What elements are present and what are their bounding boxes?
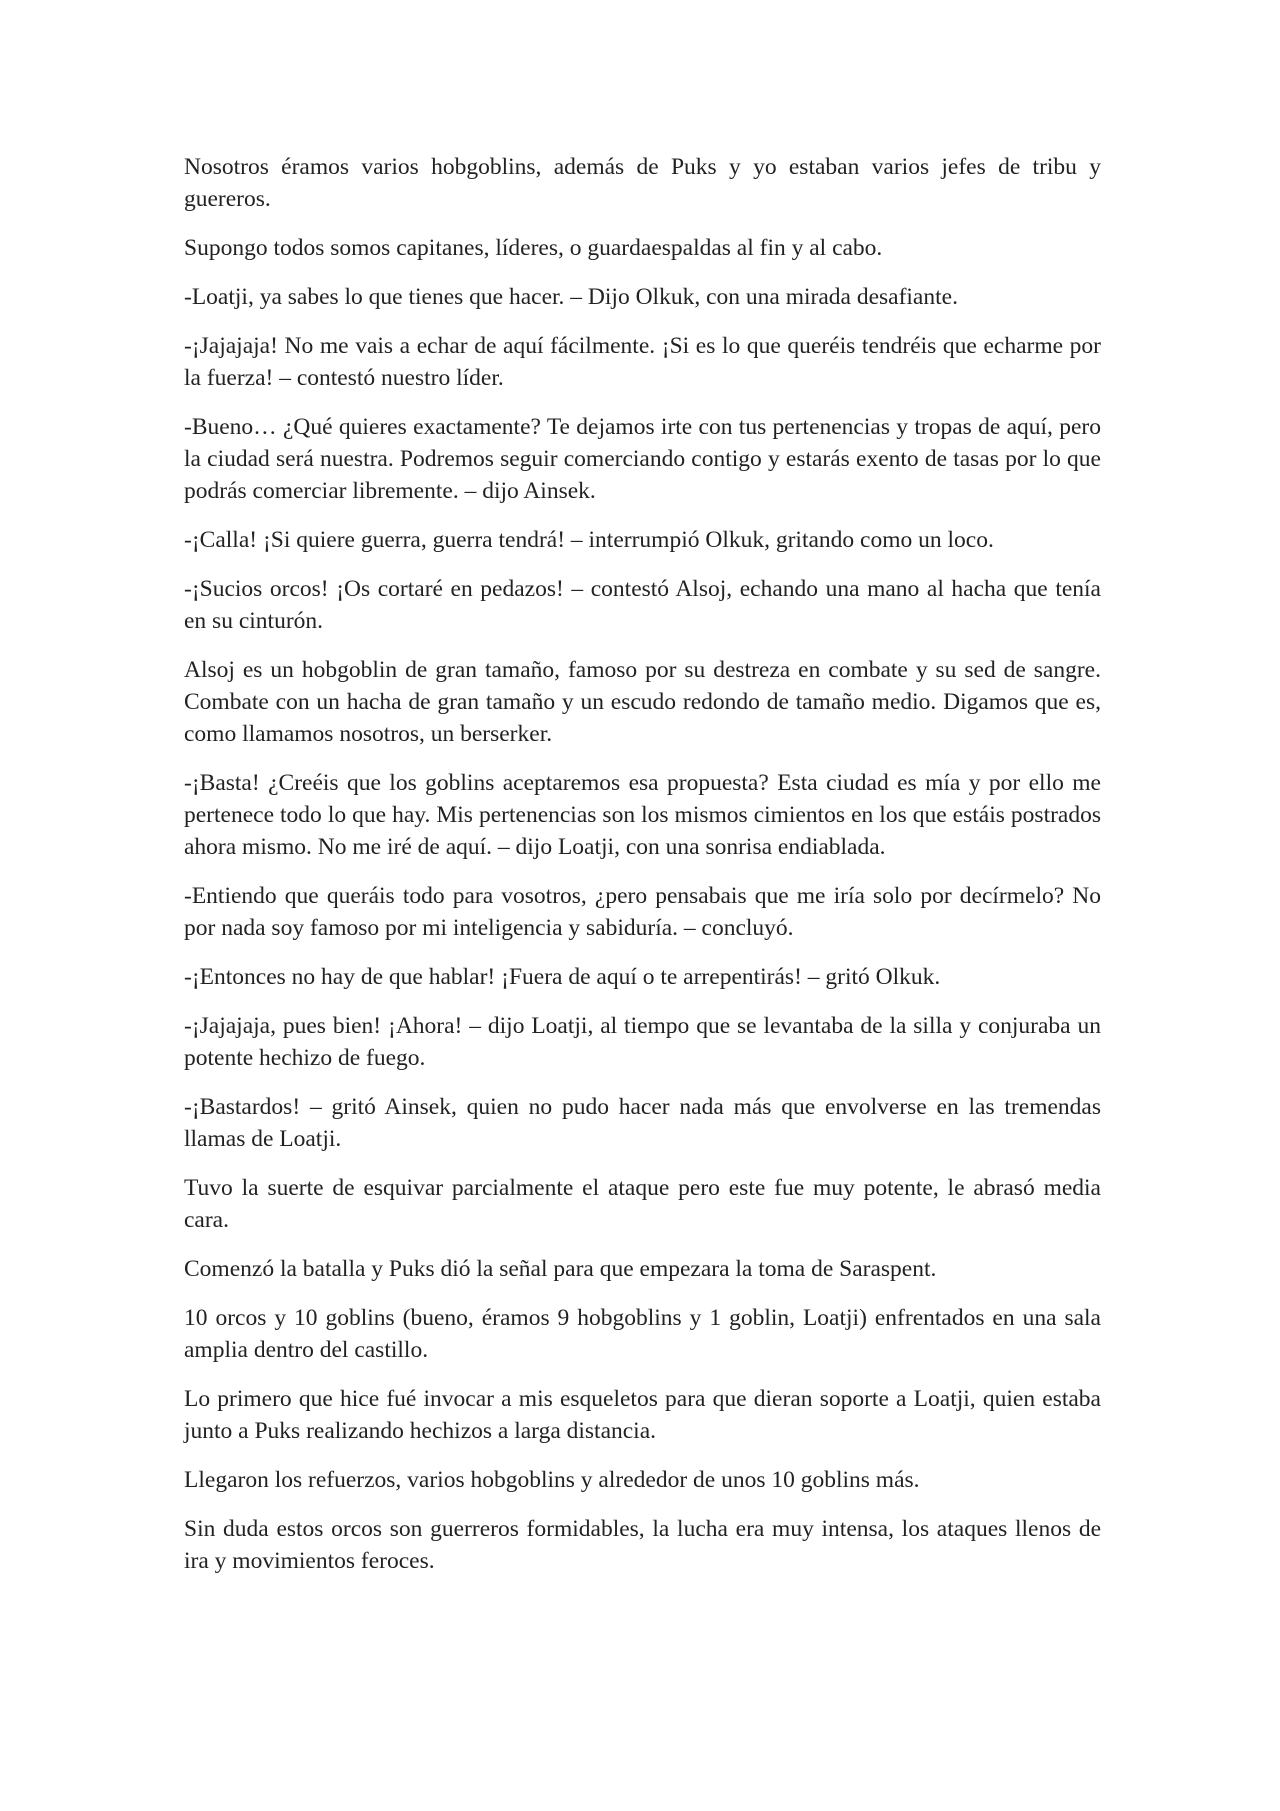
- paragraph: -¡Entonces no hay de que hablar! ¡Fuera de aquí o te arrepentirás! – gritó Olkuk.: [184, 964, 941, 990]
- paragraph: Alsoj es un hobgoblin de gran tamaño, famoso por su destreza en combate y su sed de sangre. Combate con un hacha de gran tamaño y un escudo redondo de tamaño medio. Digamos que es, como llamamos nosotros, un berserker.: [184, 657, 1101, 747]
- paragraph: Comenzó la batalla y Puks dió la señal para que empezara la toma de Saraspent.: [184, 1256, 937, 1282]
- paragraph: -¡Basta! ¿Creéis que los goblins aceptaremos esa propuesta? Esta ciudad es mía y por ello me pertenece todo lo que hay. Mis pertenencias son los mismos cimientos en los que estáis postrados ahora mismo. No me iré de aquí. – dijo Loatji, con una sonrisa endiablada.: [184, 770, 1101, 860]
- paragraph: -¡Jajajaja! No me vais a echar de aquí fácilmente. ¡Si es lo que queréis tendréis que echarme por la fuerza! – contestó nuestro líder.: [184, 333, 1101, 391]
- paragraph: -¡Bastardos! – gritó Ainsek, quien no pudo hacer nada más que envolverse en las tremendas llamas de Loatji.: [184, 1094, 1101, 1152]
- paragraph: Sin duda estos orcos son guerreros formidables, la lucha era muy intensa, los ataques llenos de ira y movimientos feroces.: [184, 1516, 1101, 1574]
- paragraph: Supongo todos somos capitanes, líderes, o guardaespaldas al fin y al cabo.: [184, 235, 883, 261]
- paragraph: Lo primero que hice fué invocar a mis esqueletos para que dieran soporte a Loatji, quien estaba junto a Puks realizando hechizos a larga distancia.: [184, 1386, 1101, 1444]
- paragraph: 10 orcos y 10 goblins (bueno, éramos 9 hobgoblins y 1 goblin, Loatji) enfrentados en una sala amplia dentro del castillo.: [184, 1305, 1101, 1363]
- paragraph: -¡Calla! ¡Si quiere guerra, guerra tendrá! – interrumpió Olkuk, gritando como un loco.: [184, 527, 994, 553]
- paragraph: -Entiendo que queráis todo para vosotros, ¿pero pensabais que me iría solo por decírmelo? No por nada soy famoso por mi inteligencia y sabiduría. – concluyó.: [184, 883, 1101, 941]
- paragraph: -Loatji, ya sabes lo que tienes que hacer. – Dijo Olkuk, con una mirada desafiante.: [184, 284, 958, 310]
- document-body: [184, 151, 1101, 1577]
- paragraph: Nosotros éramos varios hobgoblins, además de Puks y yo estaban varios jefes de tribu y guereros.: [184, 154, 1101, 212]
- paragraph: -Bueno… ¿Qué quieres exactamente? Te dejamos irte con tus pertenencias y tropas de aquí, pero la ciudad será nuestra. Podremos seguir comerciando contigo y estarás exento de tasas por lo que podrás comerciar libremente. – dijo Ainsek.: [184, 414, 1101, 504]
- paragraph: -¡Jajajaja, pues bien! ¡Ahora! – dijo Loatji, al tiempo que se levantaba de la silla y conjuraba un potente hechizo de fuego.: [184, 1013, 1101, 1071]
- paragraph: Tuvo la suerte de esquivar parcialmente el ataque pero este fue muy potente, le abrasó media cara.: [184, 1175, 1101, 1233]
- paragraph: -¡Sucios orcos! ¡Os cortaré en pedazos! – contestó Alsoj, echando una mano al hacha que tenía en su cinturón.: [184, 576, 1101, 634]
- paragraph: Llegaron los refuerzos, varios hobgoblins y alrededor de unos 10 goblins más.: [184, 1467, 920, 1493]
